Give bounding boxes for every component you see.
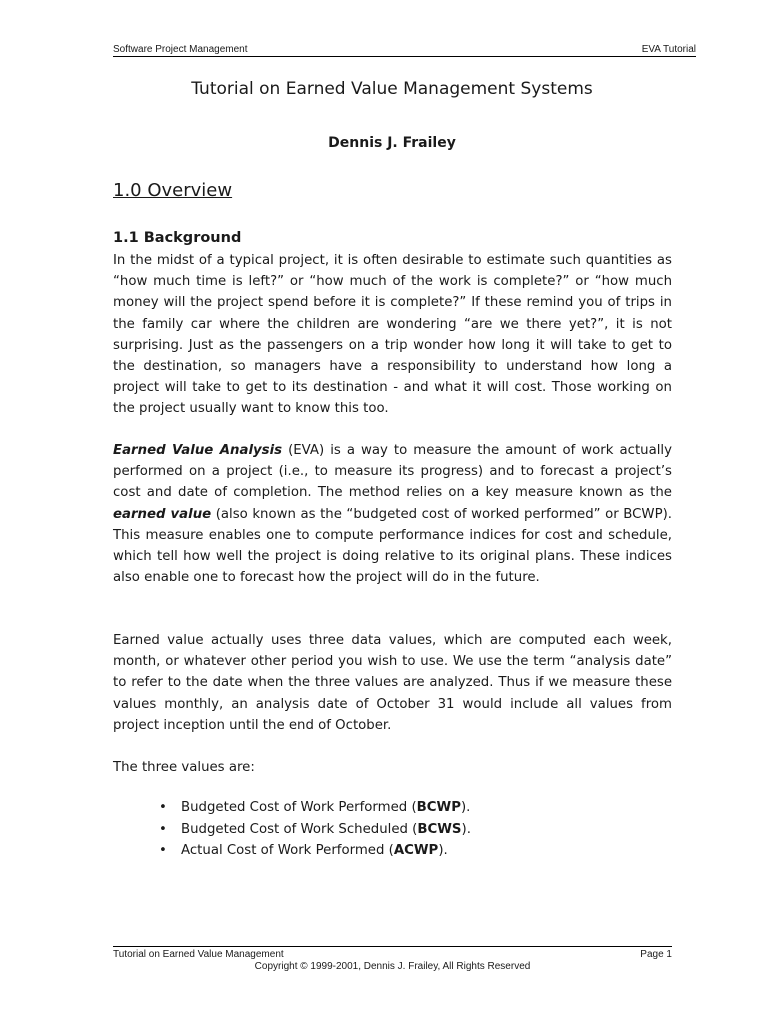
abbreviation: BCWP xyxy=(416,800,461,815)
list-item: • Actual Cost of Work Performed (ACWP). xyxy=(157,840,471,862)
header-right-text: EVA Tutorial xyxy=(641,44,696,55)
subsection-heading: 1.1 Background xyxy=(113,230,242,246)
paragraph-eva xyxy=(113,440,672,588)
abbreviation: ACWP xyxy=(393,843,439,858)
bullet-icon: • xyxy=(159,821,167,837)
header-left-text: Software Project Management xyxy=(113,44,248,55)
page-number: Page 1 xyxy=(640,949,672,960)
list-item: • Budgeted Cost of Work Performed (BCWP). xyxy=(157,797,471,819)
page-header xyxy=(113,44,696,57)
document-title: Tutorial on Earned Value Management Systems xyxy=(191,79,593,99)
paragraph-three-values: The three values are: xyxy=(113,760,255,775)
term-earned-value-analysis: Earned Value Analysis xyxy=(113,443,283,458)
values-list xyxy=(157,797,471,862)
footer-left-text: Tutorial on Earned Value Management xyxy=(113,949,284,960)
paragraph-data-values: Earned value actually uses three data values, which are computed each week, month, or whatever other period you wish to use. We use the term “analysis date” to refer to the date when the three values are analyzed. Thus if we measure these values monthly, an analysis date of October 31 would include all values from project inception until the end of October. xyxy=(113,633,672,733)
paragraph-eva-part1: (EVA) is a way to measure the amount of work actually performed on a project (i.e., to measure its progress) and to forecast a project’s cost and date of completion. The method relies on a key measure known as the xyxy=(113,443,672,501)
term-earned-value: earned value xyxy=(113,506,212,522)
list-item: • Budgeted Cost of Work Scheduled (BCWS). xyxy=(157,819,471,841)
abbreviation: BCWS xyxy=(417,821,462,837)
paragraph-background: In the midst of a typical project, it is often desirable to estimate such quantities as “how much time is left?” or “how much of the work is complete?” or “how much money will the project spend before it is complete?” If these remind you of trips in the family car where the children are wondering “are we there yet?”, it is not surprising. Just as the passengers on a trip wonder how long it will take to get to the destination, so managers have a responsibility to understand how long a project will take to get to its destination - and what it will cost. Those working on the project usually want to know this too. xyxy=(113,253,672,417)
paragraph-eva-part2: (also known as the “budgeted cost of worked performed” or BCWP). This measure enables one to compute performance indices for cost and schedule, which tell how well the project is doing relative to its original plans. These indices also enable one to forecast how the project will do in the future. xyxy=(113,506,672,586)
bullet-icon: • xyxy=(159,843,167,858)
section-heading: 1.0 Overview xyxy=(113,180,233,201)
author-name: Dennis J. Frailey xyxy=(328,135,456,151)
bullet-icon: • xyxy=(159,800,167,815)
footer-divider xyxy=(113,946,672,947)
copyright-notice: Copyright © 1999-2001, Dennis J. Frailey, All Rights Reserved xyxy=(254,961,531,972)
